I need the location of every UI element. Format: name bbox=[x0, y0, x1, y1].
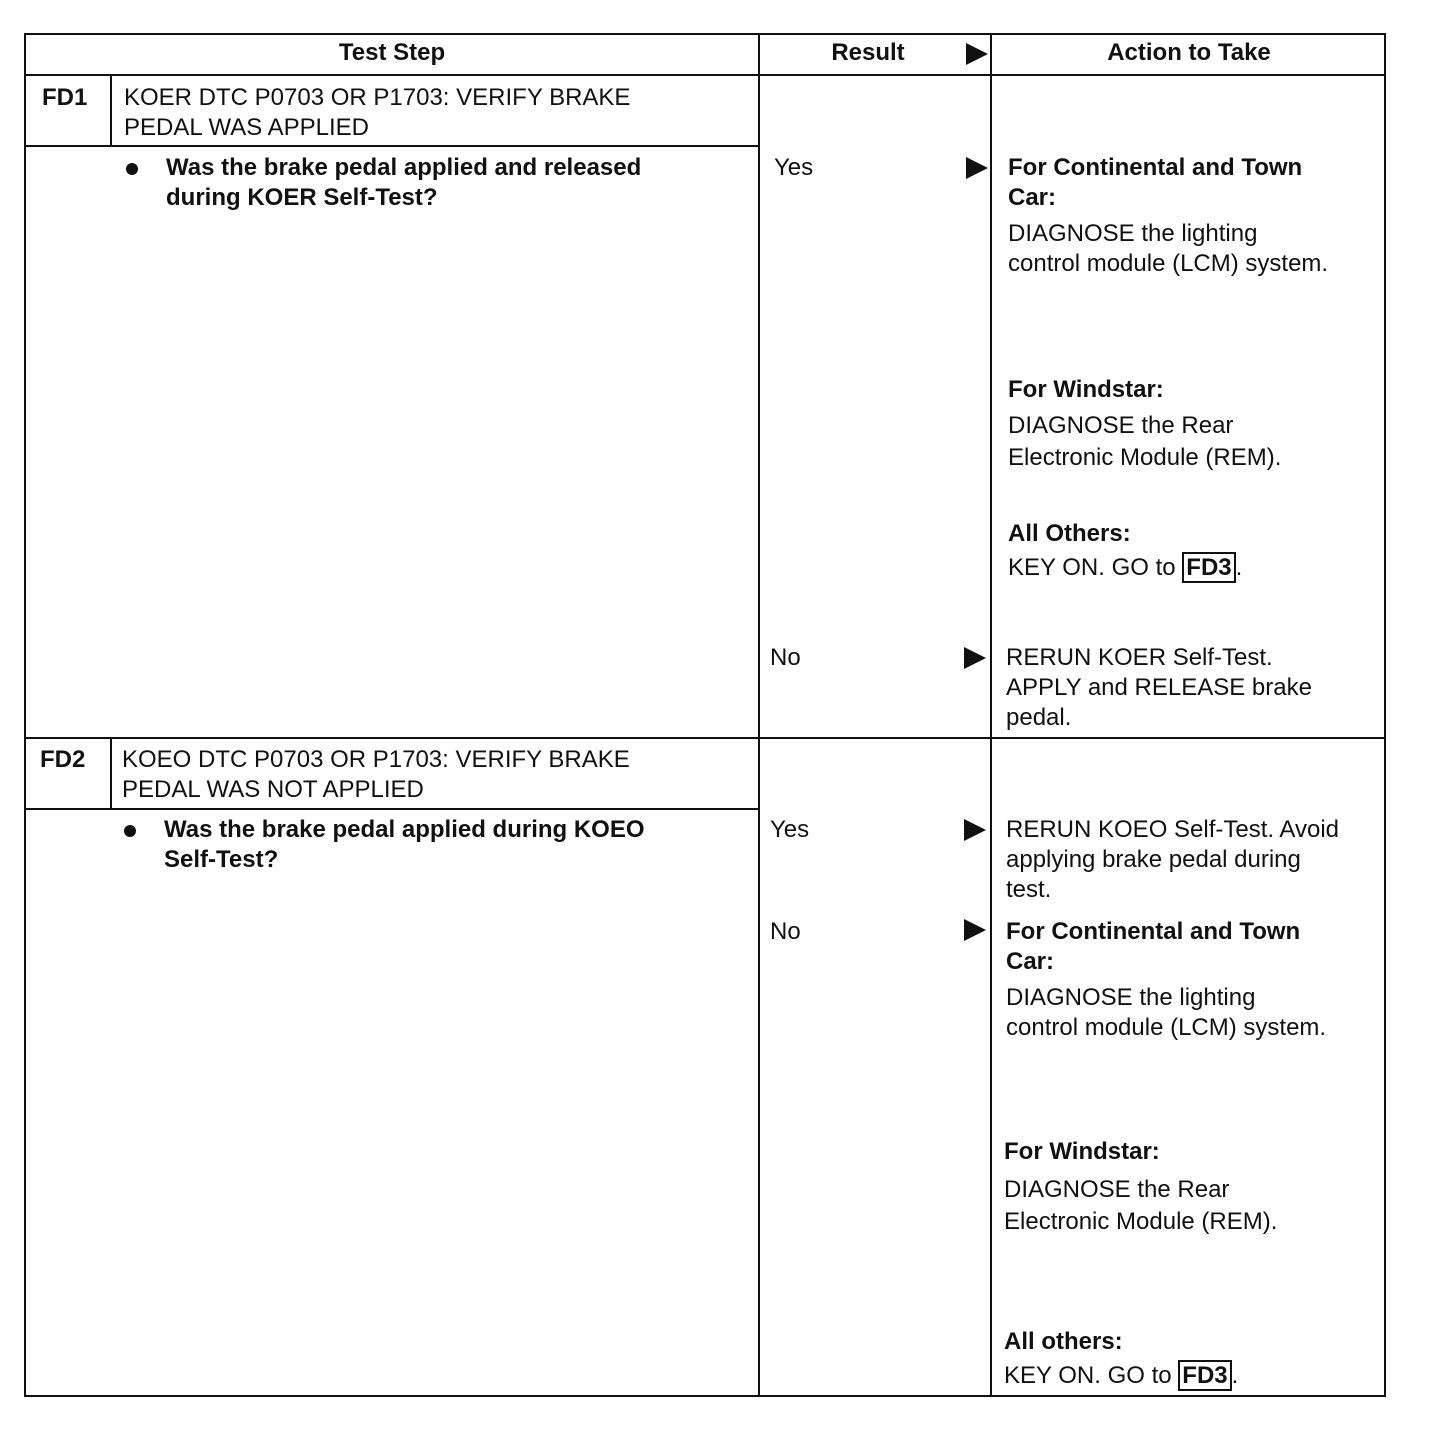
fd1-yes-action2-line1: DIAGNOSE the Rear bbox=[1008, 412, 1234, 439]
fd1-no-line1: RERUN KOER Self-Test. bbox=[1006, 644, 1273, 671]
header-action: Action to Take bbox=[1107, 39, 1271, 66]
fd1-yes-heading2: For Windstar: bbox=[1008, 376, 1164, 403]
fd1-yes-action2-line2: Electronic Module (REM). bbox=[1008, 444, 1282, 471]
fd1-id: FD1 bbox=[42, 84, 88, 111]
fd2-title-divider bbox=[26, 808, 758, 810]
header-test-step: Test Step bbox=[338, 39, 446, 66]
fd1-yes-arrow-icon bbox=[966, 157, 988, 179]
fd1-yes-heading1-line1: For Continental and Town bbox=[1008, 154, 1303, 181]
fd2-id-divider bbox=[110, 737, 112, 808]
fd2-no-heading1-line1: For Continental and Town bbox=[1006, 918, 1301, 945]
fd2-title-line1: KOEO DTC P0703 OR P1703: VERIFY BRAKE bbox=[122, 746, 630, 773]
fd2-title-line2: PEDAL WAS NOT APPLIED bbox=[122, 776, 424, 803]
fd1-no-line3: pedal. bbox=[1006, 704, 1072, 731]
fd1-no-arrow-icon bbox=[964, 647, 986, 669]
fd2-question-line2: Self-Test? bbox=[164, 846, 279, 873]
fd2-no-arrow-icon bbox=[964, 919, 986, 941]
fd2-no-heading1-line2: Car: bbox=[1006, 948, 1055, 975]
fd1-yes-goto-fd3-link[interactable]: FD3 bbox=[1182, 552, 1235, 583]
fd1-yes-heading3: All Others: bbox=[1008, 520, 1131, 547]
fd2-no-heading3: All others: bbox=[1004, 1328, 1123, 1355]
fd1-title-line1: KOER DTC P0703 OR P1703: VERIFY BRAKE bbox=[124, 84, 631, 111]
fd1-yes-action1-line2: control module (LCM) system. bbox=[1008, 250, 1329, 277]
fd2-no-action2-line2: Electronic Module (REM). bbox=[1004, 1208, 1278, 1235]
fd1-yes-action3 bbox=[1008, 553, 1242, 583]
fd2-no-goto-fd3-link[interactable]: FD3 bbox=[1178, 1360, 1231, 1391]
header-arrow-icon bbox=[966, 43, 988, 65]
fd2-yes-label: Yes bbox=[770, 816, 810, 843]
fd1-question-line1: Was the brake pedal applied and released bbox=[166, 154, 642, 181]
fd2-yes-line2: applying brake pedal during bbox=[1006, 846, 1301, 873]
diagnostic-table bbox=[24, 33, 1386, 1397]
fd1-yes-heading1-line2: Car: bbox=[1008, 184, 1057, 211]
fd2-no-action1-line1: DIAGNOSE the lighting bbox=[1006, 984, 1256, 1011]
fd1-bullet-icon bbox=[126, 163, 138, 175]
fd2-id: FD2 bbox=[40, 746, 86, 773]
fd2-question-line1: Was the brake pedal applied during KOEO bbox=[164, 816, 645, 843]
fd1-id-divider bbox=[110, 74, 112, 145]
fd2-no-label: No bbox=[770, 918, 801, 945]
divider-action-column bbox=[990, 35, 992, 1395]
fd2-no-action2-line1: DIAGNOSE the Rear bbox=[1004, 1176, 1230, 1203]
fd1-yes-action3-prefix: KEY ON. GO to bbox=[1008, 554, 1183, 581]
fd2-yes-line3: test. bbox=[1006, 876, 1052, 903]
header-divider bbox=[26, 74, 1384, 76]
fd2-no-action3-suffix: . bbox=[1231, 1362, 1239, 1389]
fd2-no-action1-line2: control module (LCM) system. bbox=[1006, 1014, 1327, 1041]
divider-result-column bbox=[758, 35, 760, 1395]
fd2-yes-arrow-icon bbox=[964, 819, 986, 841]
fd-section-divider bbox=[26, 737, 1384, 739]
fd2-no-action3-prefix: KEY ON. GO to bbox=[1004, 1362, 1179, 1389]
fd1-yes-label: Yes bbox=[774, 154, 814, 181]
fd1-title-line2: PEDAL WAS APPLIED bbox=[124, 114, 369, 141]
fd1-no-line2: APPLY and RELEASE brake bbox=[1006, 674, 1312, 701]
fd1-question-line2: during KOER Self-Test? bbox=[166, 184, 438, 211]
fd1-no-label: No bbox=[770, 644, 801, 671]
fd1-title-divider bbox=[26, 145, 758, 147]
fd1-yes-action1-line1: DIAGNOSE the lighting bbox=[1008, 220, 1258, 247]
fd2-no-action3 bbox=[1004, 1361, 1238, 1391]
header-result: Result bbox=[831, 39, 905, 66]
fd2-no-heading2: For Windstar: bbox=[1004, 1138, 1160, 1165]
fd1-yes-action3-suffix: . bbox=[1235, 554, 1243, 581]
fd2-yes-line1: RERUN KOEO Self-Test. Avoid bbox=[1006, 816, 1339, 843]
fd2-bullet-icon bbox=[124, 825, 136, 837]
